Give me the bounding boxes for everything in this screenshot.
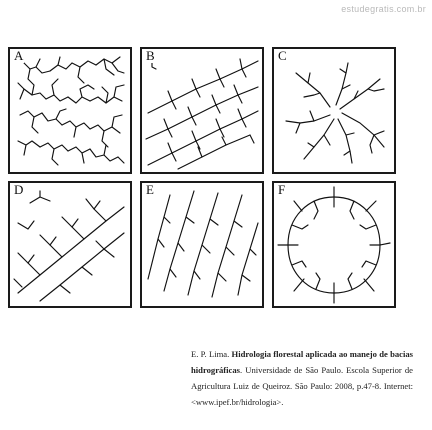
panel-label-e: E	[146, 182, 154, 197]
trellis-drainage-drawing	[142, 49, 262, 172]
panel-d-rectangular-pattern	[8, 181, 132, 308]
panel-a-dendritic-pattern	[8, 47, 132, 174]
radial-annular-drainage-drawing	[274, 183, 394, 306]
dendritic-drainage-drawing	[10, 49, 130, 172]
citation-publication: . Universidade de São Paulo. Escola Superior de Agricultura Luiz de Queiroz. São Paulo: 2008, p.47-8. Internet: <www.ipef.br/hidrologia>.	[191, 365, 413, 407]
centripetal-drainage-drawing	[274, 49, 394, 172]
citation-text	[191, 346, 413, 410]
rectangular-drainage-drawing	[10, 183, 130, 306]
panel-label-d: D	[14, 182, 24, 197]
watermark: estudegratis.com.br	[341, 4, 426, 14]
parallel-drainage-drawing	[142, 183, 262, 306]
panel-label-a: A	[14, 48, 24, 63]
citation-title: Hidrologia florestal aplicada ao manejo de bacias hidrográficas	[191, 349, 413, 375]
citation-author: E. P. Lima.	[191, 349, 232, 359]
panel-e-parallel-pattern	[140, 181, 264, 308]
panel-b-trellis-pattern	[140, 47, 264, 174]
panel-f-radial-annular-pattern	[272, 181, 396, 308]
panel-label-f: F	[278, 182, 286, 197]
panel-label-c: C	[278, 48, 287, 63]
panel-c-centripetal-pattern	[272, 47, 396, 174]
panel-label-b: B	[146, 48, 155, 63]
